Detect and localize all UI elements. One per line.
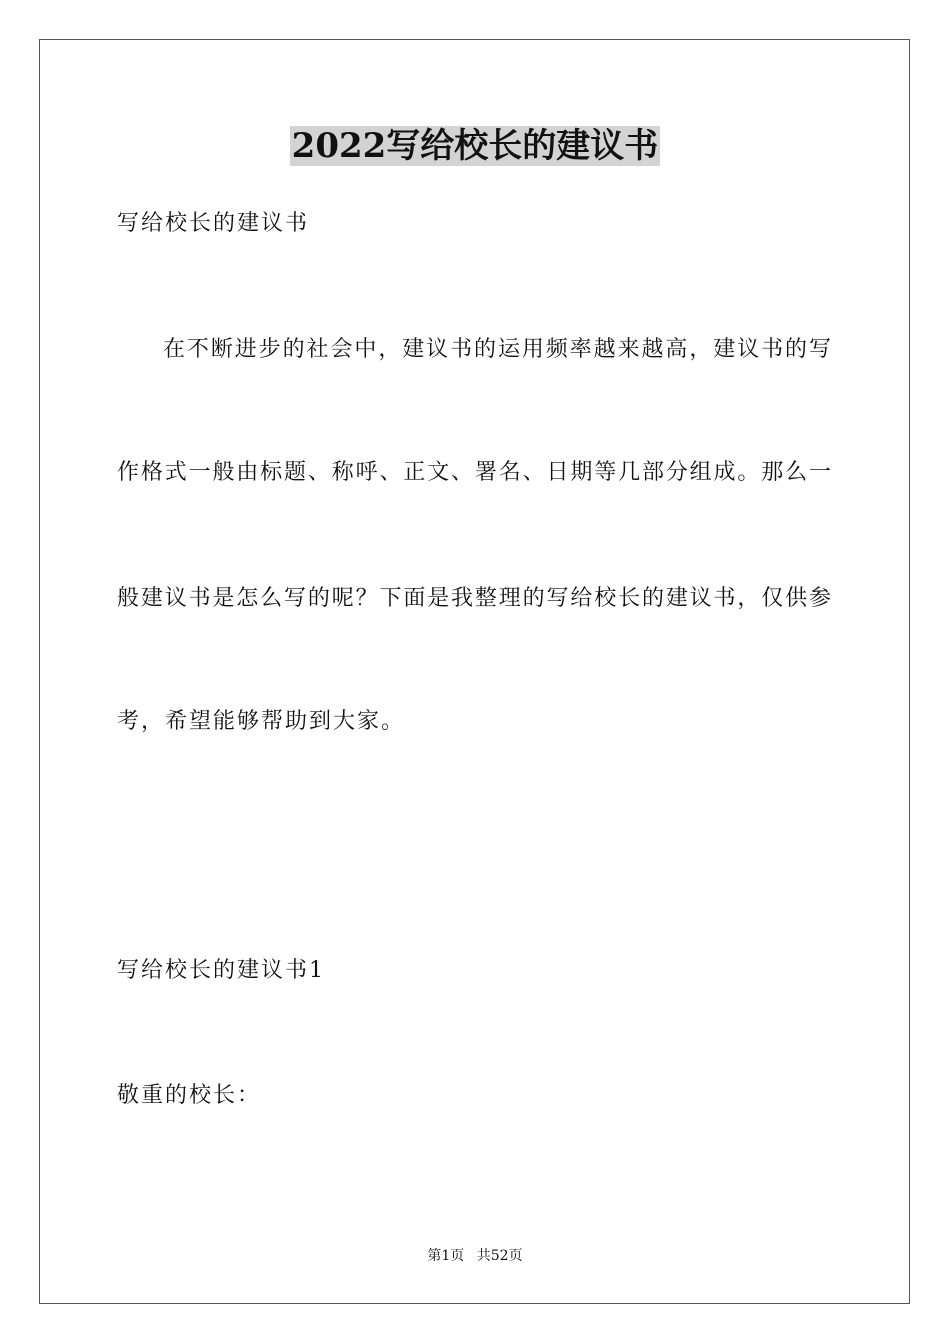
page-footer	[0, 1247, 950, 1265]
page-number: 第1页	[427, 1248, 465, 1264]
section-heading: 写给校长的建议书1	[117, 958, 325, 983]
intro-line-1: 在不断进步的社会中，建议书的运用频率越来越高，建议书的写	[163, 337, 832, 362]
total-pages: 共52页	[476, 1248, 523, 1264]
intro-line-2: 作格式一般由标题、称呼、正文、署名、日期等几部分组成。那么一	[117, 460, 832, 485]
intro-line-3: 般建议书是怎么写的呢？下面是我整理的写给校长的建议书，仅供参	[117, 586, 832, 611]
document-title: 2022写给校长的建议书	[291, 126, 659, 166]
subtitle-line: 写给校长的建议书	[117, 211, 310, 236]
intro-line-4: 考，希望能够帮助到大家。	[117, 709, 406, 734]
title-container	[0, 126, 950, 166]
salutation-line: 敬重的校长：	[117, 1083, 262, 1108]
